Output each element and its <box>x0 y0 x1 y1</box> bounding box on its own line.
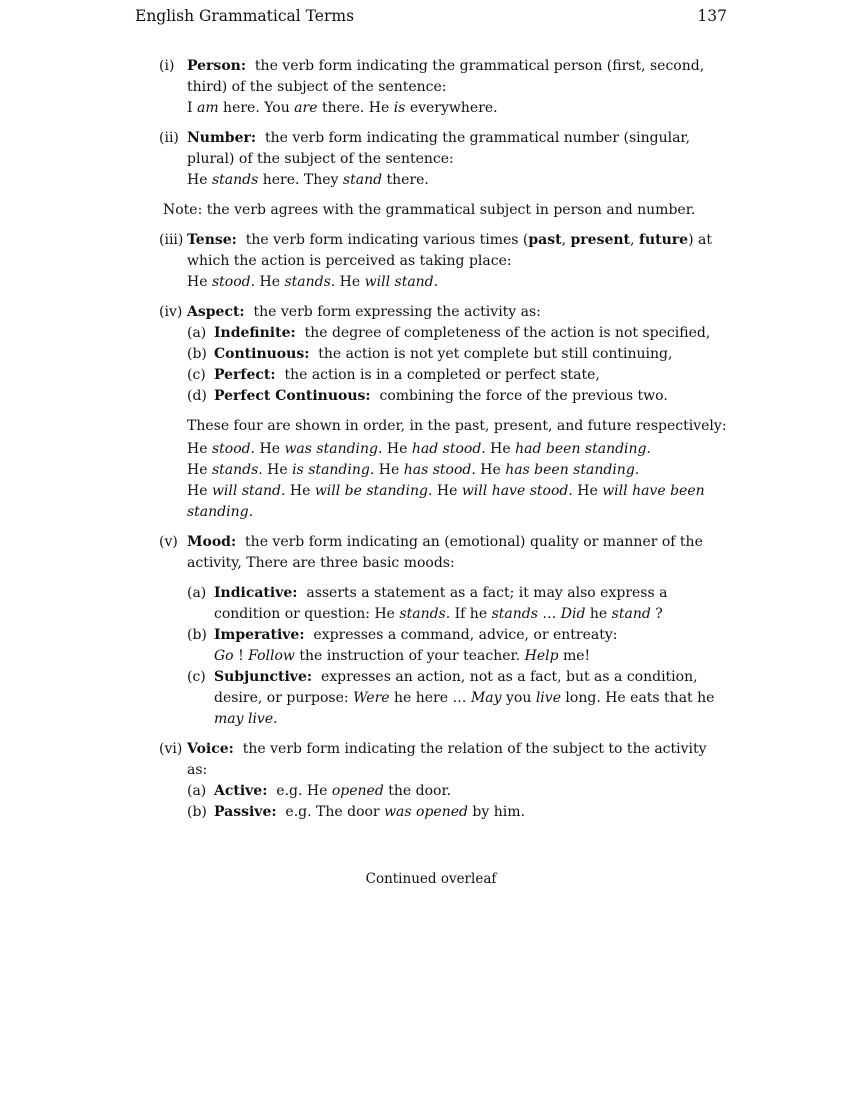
sub-item-imperative: (b) Imperative: expresses a command, advice, or entreaty: Go ! Follow the instruction of your teacher. Help me! <box>187 627 618 664</box>
sub-item-perfect: (c) Perfect: the action is in a completed or perfect state, <box>187 367 600 383</box>
item-definition: Voice: the verb form indicating the relation of the subject to the activity as: <box>187 741 707 778</box>
sub-item-continuous: (b) Continuous: the action is not yet complete but still continuing, <box>187 346 673 362</box>
sub-item-indefinite: (a) Indefinite: the degree of completeness of the action is not specified, <box>187 325 711 341</box>
example-future: He will stand. He will be standing. He will have stood. He will have been standing. <box>187 483 705 520</box>
item-mood <box>159 532 729 730</box>
sub-item-perfect-continuous: (d) Perfect Continuous: combining the force of the previous two. <box>187 388 668 404</box>
example-line: He stands here. They stand there. <box>187 172 429 188</box>
term: Tense: <box>187 232 237 248</box>
sub-item-indicative: (a) Indicative: asserts a statement as a fact; it may also express a condition or question: He stands. If he stands … Did he stand ? <box>187 585 668 622</box>
item-definition: Aspect: the verb form expressing the activity as: <box>187 304 541 320</box>
item-number: (iv) <box>159 304 183 320</box>
page-body <box>159 56 729 832</box>
aspect-intro: These four are shown in order, in the past, present, and future respectively: <box>187 418 727 434</box>
sub-item-passive: (b) Passive: e.g. The door was opened by him. <box>187 804 525 820</box>
item-number: (iii) <box>159 232 184 248</box>
item-number: (v) <box>159 534 178 550</box>
term: Voice: <box>187 741 234 757</box>
example-line: I am here. You are there. He is everywhere. <box>187 100 498 116</box>
page-number: 137 <box>697 7 727 25</box>
item-person <box>159 56 729 119</box>
item-definition: Mood: the verb form indicating an (emotional) quality or manner of the activity, There are three basic moods: <box>187 534 703 571</box>
item-definition: Person: the verb form indicating the grammatical person (first, second, third) of the subject of the sentence: <box>187 58 705 95</box>
note: Note: the verb agrees with the grammatical subject in person and number. <box>163 202 696 218</box>
example-past: He stood. He was standing. He had stood. He had been standing. <box>187 441 651 457</box>
item-voice <box>159 739 729 823</box>
sub-item-subjunctive: (c) Subjunctive: expresses an action, not as a fact, but as a condition, desire, or purpose: Were he here … May you live long. He eats that he may live. <box>187 669 715 727</box>
item-number: (i) <box>159 58 175 74</box>
example-line: He stood. He stands. He will stand. <box>187 274 439 290</box>
item-definition: Tense: the verb form indicating various times (past, present, future) at which the action is perceived as taking place: <box>187 232 712 269</box>
sub-item-active: (a) Active: e.g. He opened the door. <box>187 783 452 799</box>
item-tense <box>159 230 729 293</box>
item-definition: Number: the verb form indicating the grammatical number (singular, plural) of the subject of the sentence: <box>187 130 691 167</box>
item-aspect <box>159 302 729 523</box>
term: Aspect: <box>187 304 245 320</box>
term: Number: <box>187 130 257 146</box>
continued-overleaf: Continued overleaf <box>365 871 497 887</box>
term: Person: <box>187 58 247 74</box>
term: Mood: <box>187 534 237 550</box>
item-number: (ii) <box>159 130 179 146</box>
item-number: (vi) <box>159 741 183 757</box>
running-header <box>135 6 727 28</box>
item-number-term <box>159 128 729 191</box>
example-present: He stands. He is standing. He has stood. He has been standing. <box>187 462 640 478</box>
running-title: English Grammatical Terms <box>135 7 355 25</box>
